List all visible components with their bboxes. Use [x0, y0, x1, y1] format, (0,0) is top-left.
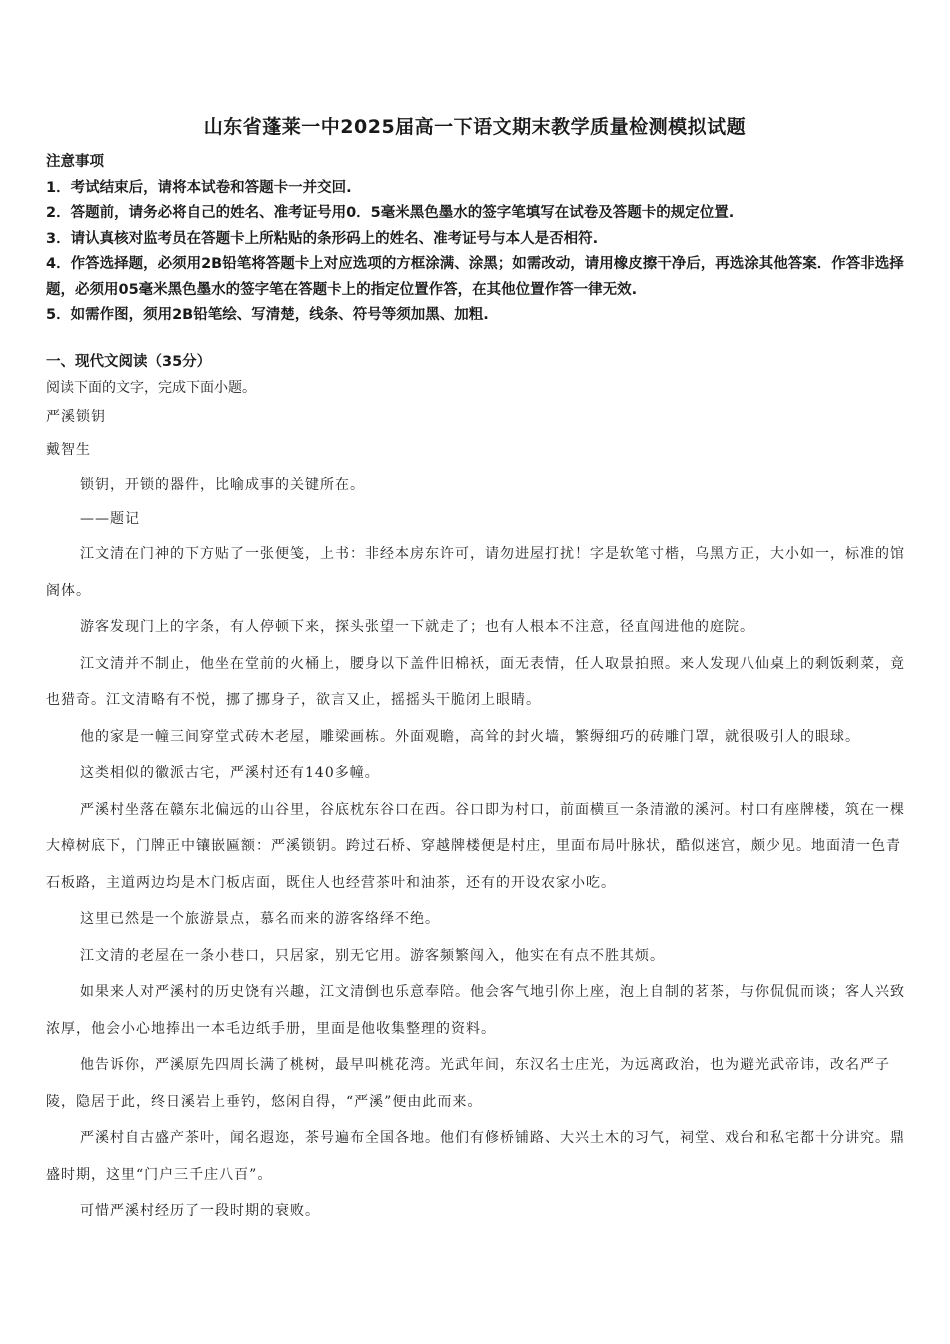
section-heading: 一、现代文阅读（35分）	[46, 354, 212, 370]
paragraph: 如果来人对严溪村的历史饶有兴趣，江文清倒也乐意奉陪。他会客气地引你上座，泡上自制的茗茶，与你侃侃而谈；客人兴致浓厚，他会小心地捧出一本毛边纸手册，里面是他收集整理的资料。	[46, 984, 905, 1037]
epigraph-source: ——题记	[80, 511, 140, 527]
notice-heading: 注意事项	[46, 154, 104, 170]
notice-item: 2．答题前，请务必将自己的姓名、准考证号用0．5毫米黑色墨水的签字笔填写在试卷及答题卡的规定位置.	[46, 205, 735, 221]
notice-item: 1．考试结束后，请将本试卷和答题卡一并交回.	[46, 179, 352, 196]
paragraph: 严溪村自古盛产茶叶，闻名遐迩，茶号遍布全国各地。他们有修桥铺路、大兴土木的习气，祠堂、戏台和私宅都十分讲究。鼎盛时期，这里“门户三千庄八百”。	[46, 1130, 905, 1183]
paragraph: 严溪村坐落在赣东北偏远的山谷里，谷底枕东谷口在西。谷口即为村口，前面横亘一条清澈的溪河。村口有座牌楼，筑在一棵大樟树底下，门牌正中镶嵌匾额：严溪锁钥。跨过石桥、穿越牌楼便是村庄，里面布局叶脉状，酷似迷宫，颇少见。地面清一色青石板路，主道两边均是木门板店面，既住人也经营茶叶和油茶，还有的开设农家小吃。	[46, 801, 905, 891]
paragraph: 可惜严溪村经历了一段时期的衰败。	[80, 1203, 320, 1219]
notice-item: 5．如需作图，须用2B铅笔绘、写清楚，线条、符号等须加黑、加粗.	[46, 307, 489, 323]
epigraph: 锁钥，开锁的器件，比喻成事的关键所在。	[80, 477, 365, 493]
paragraph: 这里已然是一个旅游景点，慕名而来的游客络绎不绝。	[80, 911, 440, 927]
paragraph: 江文清的老屋在一条小巷口，只居家，别无它用。游客频繁闯入，他实在有点不胜其烦。	[80, 947, 665, 964]
article-author: 戴智生	[46, 442, 91, 458]
paragraph: 游客发现门上的字条，有人停顿下来，探头张望一下就走了；也有人根本不注意，径直闯进他的庭院。	[80, 619, 755, 635]
paragraph: 他告诉你，严溪原先四周长满了桃树，最早叫桃花湾。光武年间，东汉名士庄光，为远离政治，也为避光武帝讳，改名严子陵，隐居于此，终日溪岩上垂钓，悠闲自得，“严溪”便由此而来。	[46, 1057, 890, 1110]
paragraph: 这类相似的徽派古宅，严溪村还有140多幢。	[80, 765, 380, 781]
instruction: 阅读下面的文字，完成下面小题。	[46, 380, 256, 396]
reading-passage	[46, 374, 908, 1230]
article-title: 严溪锁钥	[46, 409, 106, 425]
paragraph: 江文清并不制止，他坐在堂前的火桶上，腰身以下盖件旧棉袄，面无表情，任人取景拍照。来人发现八仙桌上的剩饭剩菜，竟也猎奇。江文清略有不悦，挪了挪身子，欲言又止，摇摇头干脆闭上眼睛。	[46, 655, 905, 708]
page-title: 山东省蓬莱一中2025届高一下语文期末教学质量检测模拟试题	[203, 116, 747, 138]
paragraph: 他的家是一幢三间穿堂式砖木老屋，雕梁画栋。外面观瞻，高耸的封火墙，繁缛细巧的砖雕门罩，就很吸引人的眼球。	[80, 728, 860, 745]
paragraph: 江文清在门神的下方贴了一张便笺，上书：非经本房东许可，请勿进屋打扰！字是软笔寸楷，乌黑方正，大小如一，标准的馆阁体。	[46, 546, 905, 599]
notice-item: 4．作答选择题，必须用2B铅笔将答题卡上对应选项的方框涂满、涂黑；如需改动，请用橡皮擦干净后，再选涂其他答案．作答非选择题，必须用05毫米黑色墨水的签字笔在答题卡上的指定位置作答，在其他位置作答一律无效.	[46, 256, 904, 298]
notice-item: 3．请认真核对监考员在答题卡上所粘贴的条形码上的姓名、准考证号与本人是否相符.	[46, 230, 599, 247]
notice-block	[46, 150, 916, 329]
